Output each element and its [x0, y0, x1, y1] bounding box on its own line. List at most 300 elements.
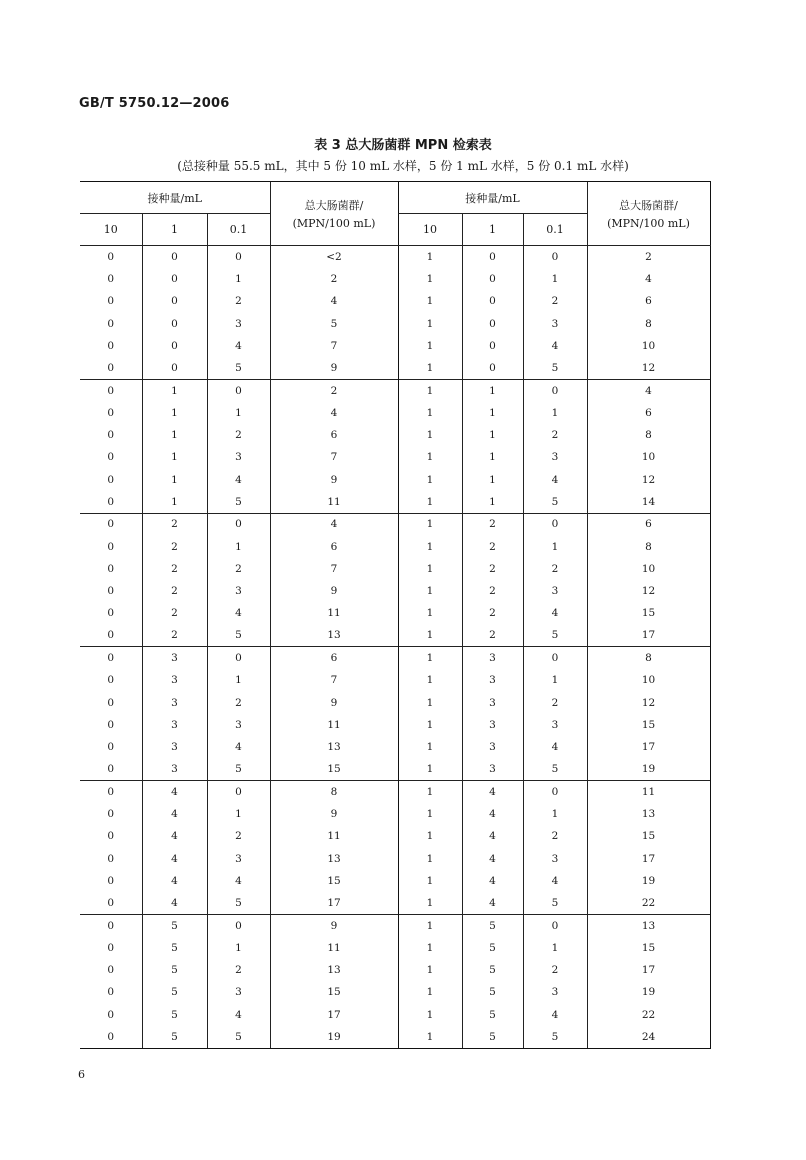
table-row [80, 580, 710, 602]
left-1ml-positive: 1 [142, 424, 207, 446]
right-mpn-value: 15 [587, 714, 710, 736]
right-10ml-positive: 1 [398, 691, 462, 713]
right-10ml-positive: 1 [398, 848, 462, 870]
right-10ml-positive: 1 [398, 1004, 462, 1026]
left-mpn-value: 4 [270, 290, 398, 312]
left-1ml-positive: 3 [142, 758, 207, 780]
right-mpn-value: 10 [587, 669, 710, 691]
right-1ml-positive: 4 [462, 825, 523, 847]
right-0-1ml-positive: 0 [523, 379, 587, 401]
left-1ml-positive: 3 [142, 647, 207, 669]
left-mpn-value: 9 [270, 803, 398, 825]
left-0-1ml-positive: 0 [207, 781, 270, 803]
table-subtitle: (总接种量 55.5 mL，其中 5 份 10 mL 水样，5 份 1 mL 水样，5 份 0.1 mL 水样) [177, 159, 629, 173]
right-0-1ml-positive: 5 [523, 892, 587, 914]
left-10ml-positive: 0 [107, 852, 115, 865]
left-mpn-value: 5 [270, 312, 398, 334]
left-mpn-value: 7 [270, 558, 398, 580]
left-10ml-positive: 0 [107, 830, 115, 843]
table-row [80, 513, 710, 535]
right-0-1ml-positive: 0 [523, 781, 587, 803]
left-result-header-line2: (MPN/100 mL) [292, 217, 376, 230]
table-row [80, 357, 710, 379]
left-1ml-positive: 1 [142, 379, 207, 401]
right-mpn-value: 12 [587, 468, 710, 490]
left-10ml-positive: 0 [107, 674, 115, 687]
left-0-1ml-positive: 3 [207, 312, 270, 334]
left-mpn-value: 11 [270, 825, 398, 847]
right-1ml-positive: 5 [462, 937, 523, 959]
left-mpn-value: 13 [270, 848, 398, 870]
left-0-1ml-positive: 3 [207, 580, 270, 602]
right-10ml-positive: 1 [398, 513, 462, 535]
table-row [80, 959, 710, 981]
right-10ml-positive: 1 [398, 379, 462, 401]
left-1ml-positive: 4 [142, 781, 207, 803]
left-0-1ml-positive: 1 [207, 535, 270, 557]
left-mpn-value: 15 [270, 981, 398, 1003]
right-1ml-positive: 1 [462, 446, 523, 468]
left-1ml-positive: 0 [142, 290, 207, 312]
right-1ml-positive: 1 [462, 424, 523, 446]
left-1ml-positive: 0 [142, 335, 207, 357]
right-0-1ml-positive: 1 [523, 268, 587, 290]
left-volume-10: 10 [80, 214, 142, 246]
right-mpn-value: 19 [587, 981, 710, 1003]
right-1ml-positive: 3 [462, 758, 523, 780]
left-10ml-positive: 0 [107, 986, 115, 999]
table-row [80, 335, 710, 357]
left-0-1ml-positive: 5 [207, 357, 270, 379]
right-1ml-positive: 5 [462, 959, 523, 981]
right-mpn-value: 12 [587, 691, 710, 713]
right-mpn-value: 12 [587, 357, 710, 379]
right-1ml-positive: 3 [462, 691, 523, 713]
right-0-1ml-positive: 5 [523, 1026, 587, 1048]
left-1ml-positive: 3 [142, 736, 207, 758]
left-mpn-value: 13 [270, 736, 398, 758]
right-10ml-positive: 1 [398, 736, 462, 758]
right-10ml-positive: 1 [398, 357, 462, 379]
left-0-1ml-positive: 1 [207, 803, 270, 825]
right-0-1ml-positive: 2 [523, 825, 587, 847]
right-10ml-positive: 1 [398, 558, 462, 580]
table-row [80, 446, 710, 468]
left-mpn-value: 2 [270, 379, 398, 401]
right-mpn-value: 14 [587, 491, 710, 513]
table-row [80, 714, 710, 736]
right-10ml-positive: 1 [398, 268, 462, 290]
right-0-1ml-positive: 1 [523, 937, 587, 959]
right-mpn-value: 10 [587, 446, 710, 468]
left-10ml-positive: 0 [107, 741, 115, 754]
right-0-1ml-positive: 4 [523, 602, 587, 624]
right-0-1ml-positive: 0 [523, 513, 587, 535]
left-1ml-positive: 2 [142, 513, 207, 535]
left-mpn-value: 11 [270, 714, 398, 736]
left-mpn-value: 11 [270, 937, 398, 959]
left-mpn-value: 9 [270, 691, 398, 713]
left-1ml-positive: 0 [142, 268, 207, 290]
left-1ml-positive: 3 [142, 669, 207, 691]
left-0-1ml-positive: 3 [207, 981, 270, 1003]
left-0-1ml-positive: 2 [207, 691, 270, 713]
table-row [80, 736, 710, 758]
right-0-1ml-positive: 2 [523, 558, 587, 580]
left-mpn-value: 17 [270, 1004, 398, 1026]
left-10ml-positive: 0 [107, 495, 115, 508]
left-0-1ml-positive: 0 [207, 914, 270, 936]
standard-code: GB/T 5750.12—2006 [79, 96, 230, 111]
right-mpn-value: 8 [587, 535, 710, 557]
left-10ml-positive: 0 [107, 451, 115, 464]
right-10ml-positive: 1 [398, 669, 462, 691]
right-mpn-value: 8 [587, 312, 710, 334]
right-mpn-value: 8 [587, 647, 710, 669]
right-mpn-value: 6 [587, 290, 710, 312]
left-1ml-positive: 1 [142, 402, 207, 424]
right-1ml-positive: 0 [462, 246, 523, 268]
right-mpn-value: 22 [587, 1004, 710, 1026]
table-row [80, 870, 710, 892]
right-mpn-value: 10 [587, 335, 710, 357]
left-0-1ml-positive: 4 [207, 468, 270, 490]
left-result-header-line1: 总大肠菌群/ [304, 199, 364, 212]
left-0-1ml-positive: 2 [207, 558, 270, 580]
right-1ml-positive: 4 [462, 781, 523, 803]
right-1ml-positive: 2 [462, 558, 523, 580]
right-0-1ml-positive: 1 [523, 402, 587, 424]
right-mpn-value: 8 [587, 424, 710, 446]
left-10ml-positive: 0 [80, 781, 142, 803]
left-mpn-value: 7 [270, 446, 398, 468]
left-result-header [270, 182, 398, 246]
left-0-1ml-positive: 0 [207, 647, 270, 669]
left-mpn-value: 8 [270, 781, 398, 803]
left-mpn-value: 7 [270, 669, 398, 691]
right-10ml-positive: 1 [398, 491, 462, 513]
right-0-1ml-positive: 3 [523, 848, 587, 870]
left-mpn-value: 7 [270, 335, 398, 357]
left-0-1ml-positive: 5 [207, 758, 270, 780]
table-row [80, 290, 710, 312]
table-row [80, 1026, 710, 1048]
table-title: 表 3 总大肠菌群 MPN 检索表 [314, 138, 492, 153]
right-0-1ml-positive: 3 [523, 580, 587, 602]
left-mpn-value: <2 [270, 246, 398, 268]
left-mpn-value: 17 [270, 892, 398, 914]
table-row [80, 1004, 710, 1026]
table-row [80, 825, 710, 847]
left-10ml-positive: 0 [107, 562, 115, 575]
table-row [80, 602, 710, 624]
right-0-1ml-positive: 4 [523, 335, 587, 357]
right-mpn-value: 6 [587, 402, 710, 424]
left-10ml-positive: 0 [107, 763, 115, 776]
right-mpn-value: 22 [587, 892, 710, 914]
right-1ml-positive: 2 [462, 625, 523, 647]
right-result-header [587, 182, 710, 246]
left-10ml-positive: 0 [80, 1026, 142, 1048]
right-10ml-positive: 1 [398, 290, 462, 312]
table-row [80, 491, 710, 513]
right-1ml-positive: 2 [462, 580, 523, 602]
right-0-1ml-positive: 2 [523, 424, 587, 446]
right-10ml-positive: 1 [398, 335, 462, 357]
right-0-1ml-positive: 3 [523, 312, 587, 334]
left-1ml-positive: 4 [142, 870, 207, 892]
left-0-1ml-positive: 4 [207, 870, 270, 892]
left-10ml-positive: 0 [107, 361, 115, 374]
left-0-1ml-positive: 2 [207, 424, 270, 446]
left-0-1ml-positive: 2 [207, 825, 270, 847]
left-1ml-positive: 5 [142, 937, 207, 959]
table-row [80, 558, 710, 580]
left-1ml-positive: 5 [142, 981, 207, 1003]
table-row [80, 781, 710, 803]
right-volume-10: 10 [398, 214, 462, 246]
left-inoculum-header: 接种量/mL [80, 182, 270, 214]
right-10ml-positive: 1 [398, 914, 462, 936]
left-mpn-value: 4 [270, 513, 398, 535]
table-row [80, 803, 710, 825]
left-mpn-value: 6 [270, 647, 398, 669]
left-1ml-positive: 1 [142, 446, 207, 468]
left-1ml-positive: 2 [142, 580, 207, 602]
right-mpn-value: 17 [587, 848, 710, 870]
right-1ml-positive: 0 [462, 335, 523, 357]
right-0-1ml-positive: 4 [523, 870, 587, 892]
left-0-1ml-positive: 3 [207, 714, 270, 736]
left-mpn-value: 9 [270, 357, 398, 379]
right-mpn-value: 4 [587, 268, 710, 290]
left-1ml-positive: 2 [142, 535, 207, 557]
right-0-1ml-positive: 2 [523, 691, 587, 713]
right-1ml-positive: 4 [462, 870, 523, 892]
left-10ml-positive: 0 [107, 295, 115, 308]
right-inoculum-header: 接种量/mL [398, 182, 587, 214]
right-10ml-positive: 1 [398, 781, 462, 803]
table-row [80, 892, 710, 914]
left-0-1ml-positive: 3 [207, 848, 270, 870]
right-mpn-value: 4 [587, 379, 710, 401]
right-10ml-positive: 1 [398, 647, 462, 669]
table-row [80, 691, 710, 713]
left-0-1ml-positive: 1 [207, 268, 270, 290]
left-1ml-positive: 3 [142, 691, 207, 713]
right-10ml-positive: 1 [398, 870, 462, 892]
right-0-1ml-positive: 0 [523, 647, 587, 669]
left-0-1ml-positive: 4 [207, 335, 270, 357]
right-mpn-value: 13 [587, 803, 710, 825]
left-1ml-positive: 3 [142, 714, 207, 736]
right-1ml-positive: 0 [462, 268, 523, 290]
left-10ml-positive: 0 [107, 629, 115, 642]
left-0-1ml-positive: 3 [207, 446, 270, 468]
table-header [80, 182, 710, 246]
table-row [80, 848, 710, 870]
table-row [80, 669, 710, 691]
right-1ml-positive: 5 [462, 914, 523, 936]
right-0-1ml-positive: 0 [523, 914, 587, 936]
table-row [80, 268, 710, 290]
left-volume-0-1: 0.1 [207, 214, 270, 246]
right-10ml-positive: 1 [398, 246, 462, 268]
right-10ml-positive: 1 [398, 1026, 462, 1048]
left-mpn-value: 2 [270, 268, 398, 290]
left-0-1ml-positive: 4 [207, 602, 270, 624]
right-0-1ml-positive: 1 [523, 803, 587, 825]
left-0-1ml-positive: 1 [207, 402, 270, 424]
table-row [80, 379, 710, 401]
right-volume-1: 1 [462, 214, 523, 246]
right-1ml-positive: 4 [462, 803, 523, 825]
left-10ml-positive: 0 [107, 272, 115, 285]
right-1ml-positive: 5 [462, 1026, 523, 1048]
right-1ml-positive: 0 [462, 312, 523, 334]
right-mpn-value: 17 [587, 736, 710, 758]
right-0-1ml-positive: 3 [523, 714, 587, 736]
right-mpn-value: 12 [587, 580, 710, 602]
right-10ml-positive: 1 [398, 758, 462, 780]
left-10ml-positive: 0 [107, 250, 115, 263]
left-1ml-positive: 0 [142, 357, 207, 379]
left-10ml-positive: 0 [107, 540, 115, 553]
right-result-header-line2: (MPN/100 mL) [607, 217, 690, 230]
left-mpn-value: 13 [270, 959, 398, 981]
left-10ml-positive: 0 [80, 647, 142, 669]
left-10ml-positive: 0 [107, 339, 115, 352]
mpn-table [80, 181, 711, 1049]
left-volume-1: 1 [142, 214, 207, 246]
right-mpn-value: 15 [587, 825, 710, 847]
right-0-1ml-positive: 4 [523, 1004, 587, 1026]
left-0-1ml-positive: 5 [207, 625, 270, 647]
right-1ml-positive: 4 [462, 848, 523, 870]
left-mpn-value: 6 [270, 535, 398, 557]
right-result-header-line1: 总大肠菌群/ [619, 199, 678, 212]
left-0-1ml-positive: 0 [207, 513, 270, 535]
right-0-1ml-positive: 3 [523, 446, 587, 468]
left-10ml-positive: 0 [107, 429, 115, 442]
right-0-1ml-positive: 4 [523, 468, 587, 490]
left-0-1ml-positive: 2 [207, 959, 270, 981]
table-row [80, 758, 710, 780]
right-mpn-value: 15 [587, 602, 710, 624]
left-0-1ml-positive: 0 [207, 379, 270, 401]
left-10ml-positive: 0 [107, 585, 115, 598]
right-1ml-positive: 2 [462, 602, 523, 624]
right-10ml-positive: 1 [398, 446, 462, 468]
left-10ml-positive: 0 [80, 914, 142, 936]
left-10ml-positive: 0 [107, 897, 115, 909]
right-10ml-positive: 1 [398, 402, 462, 424]
right-1ml-positive: 1 [462, 491, 523, 513]
left-1ml-positive: 2 [142, 625, 207, 647]
left-10ml-positive: 0 [107, 607, 115, 620]
left-1ml-positive: 4 [142, 892, 207, 914]
right-1ml-positive: 5 [462, 1004, 523, 1026]
left-1ml-positive: 4 [142, 848, 207, 870]
right-1ml-positive: 5 [462, 981, 523, 1003]
left-0-1ml-positive: 1 [207, 937, 270, 959]
left-mpn-value: 15 [270, 758, 398, 780]
right-0-1ml-positive: 5 [523, 491, 587, 513]
left-1ml-positive: 1 [142, 491, 207, 513]
left-10ml-positive: 0 [107, 1008, 115, 1021]
left-1ml-positive: 0 [142, 312, 207, 334]
left-10ml-positive: 0 [107, 941, 115, 954]
left-mpn-value: 11 [270, 491, 398, 513]
left-0-1ml-positive: 5 [207, 892, 270, 914]
right-mpn-value: 10 [587, 558, 710, 580]
right-1ml-positive: 3 [462, 714, 523, 736]
left-0-1ml-positive: 5 [207, 491, 270, 513]
right-mpn-value: 17 [587, 959, 710, 981]
left-10ml-positive: 0 [107, 473, 115, 486]
right-1ml-positive: 3 [462, 669, 523, 691]
left-1ml-positive: 5 [142, 1026, 207, 1048]
right-volume-0-1: 0.1 [523, 214, 587, 246]
right-0-1ml-positive: 5 [523, 357, 587, 379]
table-row [80, 535, 710, 557]
right-0-1ml-positive: 2 [523, 959, 587, 981]
right-1ml-positive: 1 [462, 379, 523, 401]
left-0-1ml-positive: 5 [207, 1026, 270, 1048]
right-0-1ml-positive: 5 [523, 625, 587, 647]
left-mpn-value: 13 [270, 625, 398, 647]
right-0-1ml-positive: 5 [523, 758, 587, 780]
left-1ml-positive: 1 [142, 468, 207, 490]
left-10ml-positive: 0 [107, 696, 115, 709]
table-row [80, 402, 710, 424]
table-row [80, 914, 710, 936]
right-10ml-positive: 1 [398, 981, 462, 1003]
right-10ml-positive: 1 [398, 424, 462, 446]
left-10ml-positive: 0 [107, 808, 115, 821]
right-10ml-positive: 1 [398, 937, 462, 959]
right-1ml-positive: 1 [462, 402, 523, 424]
left-mpn-value: 11 [270, 602, 398, 624]
right-1ml-positive: 2 [462, 535, 523, 557]
table-row [80, 468, 710, 490]
left-1ml-positive: 5 [142, 959, 207, 981]
right-10ml-positive: 1 [398, 535, 462, 557]
right-1ml-positive: 1 [462, 468, 523, 490]
right-0-1ml-positive: 1 [523, 669, 587, 691]
right-1ml-positive: 0 [462, 357, 523, 379]
right-mpn-value: 24 [587, 1026, 710, 1048]
right-10ml-positive: 1 [398, 803, 462, 825]
left-10ml-positive: 0 [107, 874, 115, 887]
left-1ml-positive: 2 [142, 602, 207, 624]
left-mpn-value: 19 [270, 1026, 398, 1048]
left-mpn-value: 15 [270, 870, 398, 892]
table-row [80, 625, 710, 647]
left-mpn-value: 9 [270, 580, 398, 602]
right-mpn-value: 13 [587, 914, 710, 936]
right-10ml-positive: 1 [398, 602, 462, 624]
left-10ml-positive: 0 [80, 513, 142, 535]
right-1ml-positive: 4 [462, 892, 523, 914]
left-1ml-positive: 4 [142, 803, 207, 825]
left-1ml-positive: 4 [142, 825, 207, 847]
left-10ml-positive: 0 [80, 379, 142, 401]
left-0-1ml-positive: 1 [207, 669, 270, 691]
table-row [80, 647, 710, 669]
right-0-1ml-positive: 2 [523, 290, 587, 312]
left-0-1ml-positive: 4 [207, 736, 270, 758]
